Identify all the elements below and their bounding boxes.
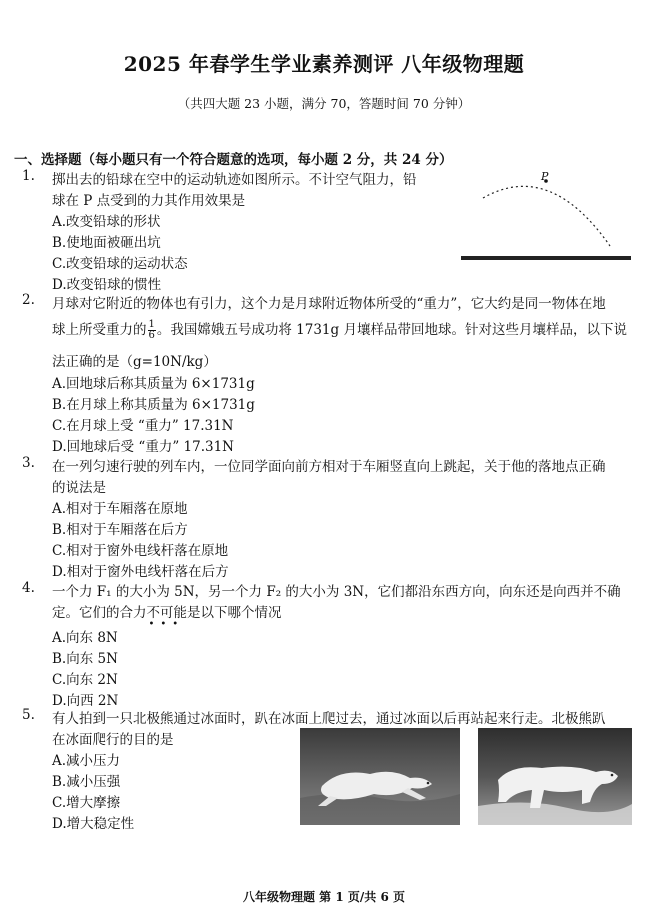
question-text: 定。它们的合力 (52, 605, 147, 621)
question-text: 是以下哪个情况 (187, 605, 282, 621)
option-c[interactable]: C.向东 2N (52, 672, 118, 688)
question-number: 2. (22, 292, 35, 308)
option-a[interactable]: A.改变铅球的形状 (52, 214, 161, 230)
point-p-label: P (541, 170, 549, 183)
polar-bear-crawling-photo (300, 728, 460, 825)
option-a[interactable]: A.向东 8N (52, 630, 118, 646)
option-b[interactable]: B.相对于车厢落在后方 (52, 522, 188, 538)
page-footer: 八年级物理题 第 1 页/共 6 页 (243, 890, 405, 904)
option-c[interactable]: C.在月球上受 “重力” 17.31N (52, 418, 234, 434)
emphasized-text: 不可能 ••• (146, 605, 187, 630)
question-number: 3. (22, 455, 35, 471)
question-text: 一个力 F₁ 的大小为 5N，另一个力 F₂ 的大小为 3N，它们都沿东西方向，向东还是向西并不确 (52, 584, 621, 600)
option-b[interactable]: B.向东 5N (52, 651, 118, 667)
option-d[interactable]: D.增大稳定性 (52, 816, 135, 832)
option-c[interactable]: C.相对于窗外电线杆落在原地 (52, 543, 229, 559)
option-a[interactable]: A.回地球后称其质量为 6×1731g (52, 376, 255, 392)
question-text-with-emphasis (52, 601, 282, 630)
question-number: 4. (22, 580, 35, 596)
option-b[interactable]: B.在月球上称其质量为 6×1731g (52, 397, 255, 413)
question-text-with-fraction (52, 318, 627, 341)
question-text: 在冰面爬行的目的是 (52, 732, 174, 748)
question-text: 球在 P 点受到的力其作用效果是 (52, 193, 246, 209)
fraction (148, 320, 156, 341)
option-c[interactable]: C.增大摩擦 (52, 795, 121, 811)
question-text: 月球对它附近的物体也有引力，这个力是月球附近物体所受的“重力”，它大约是同一物体在地 (52, 296, 606, 312)
option-a[interactable]: A.减小压力 (52, 753, 121, 769)
question-text: 有人拍到一只北极熊通过冰面时，趴在冰面上爬过去，通过冰面以后再站起来行走。北极熊趴 (52, 711, 606, 727)
question-text: 。我国嫦娥五号成功将 1731g 月壤样品带回地球。针对这些月壤样品，以下说 (156, 322, 627, 338)
question-number: 5. (22, 707, 35, 723)
option-c[interactable]: C.改变铅球的运动状态 (52, 256, 188, 272)
section-heading: 一、选择题（每小题只有一个符合题意的选项，每小题 2 分，共 24 分） (14, 152, 453, 168)
fraction-numerator: 1 (148, 319, 155, 330)
question-text: 球上所受重力的 (52, 322, 147, 338)
option-d[interactable]: D.相对于窗外电线杆落在后方 (52, 564, 229, 580)
question-number: 1. (22, 168, 35, 184)
fraction-denominator: 6 (148, 330, 155, 341)
polar-bear-walking-photo (478, 728, 632, 825)
shot-put-trajectory (483, 186, 610, 246)
question-text: 在一列匀速行驶的列车内，一位同学面向前方相对于车厢竖直向上跳起，关于他的落地点正确 (52, 459, 606, 475)
option-d[interactable]: D.向西 2N (52, 693, 119, 709)
trajectory-diagram (455, 168, 635, 268)
exam-info: （共四大题 23 小题，满分 70，答题时间 70 分钟） (177, 96, 471, 111)
question-text: 法正确的是（g=10N/kg） (52, 354, 217, 370)
question-text: 的说法是 (52, 480, 106, 496)
option-a[interactable]: A.相对于车厢落在原地 (52, 501, 188, 517)
option-d[interactable]: D.改变铅球的惯性 (52, 277, 162, 293)
ground-line (461, 256, 631, 260)
page-title: 2025 年春学生学业素养测评 八年级物理题 (123, 52, 525, 76)
question-text: 掷出去的铅球在空中的运动轨迹如图所示。不计空气阻力，铅 (52, 172, 417, 188)
option-b[interactable]: B.使地面被砸出坑 (52, 235, 161, 251)
emphasis-dots: ••• (148, 619, 185, 630)
option-b[interactable]: B.减小压强 (52, 774, 121, 790)
option-d[interactable]: D.回地球后受 “重力” 17.31N (52, 439, 234, 455)
